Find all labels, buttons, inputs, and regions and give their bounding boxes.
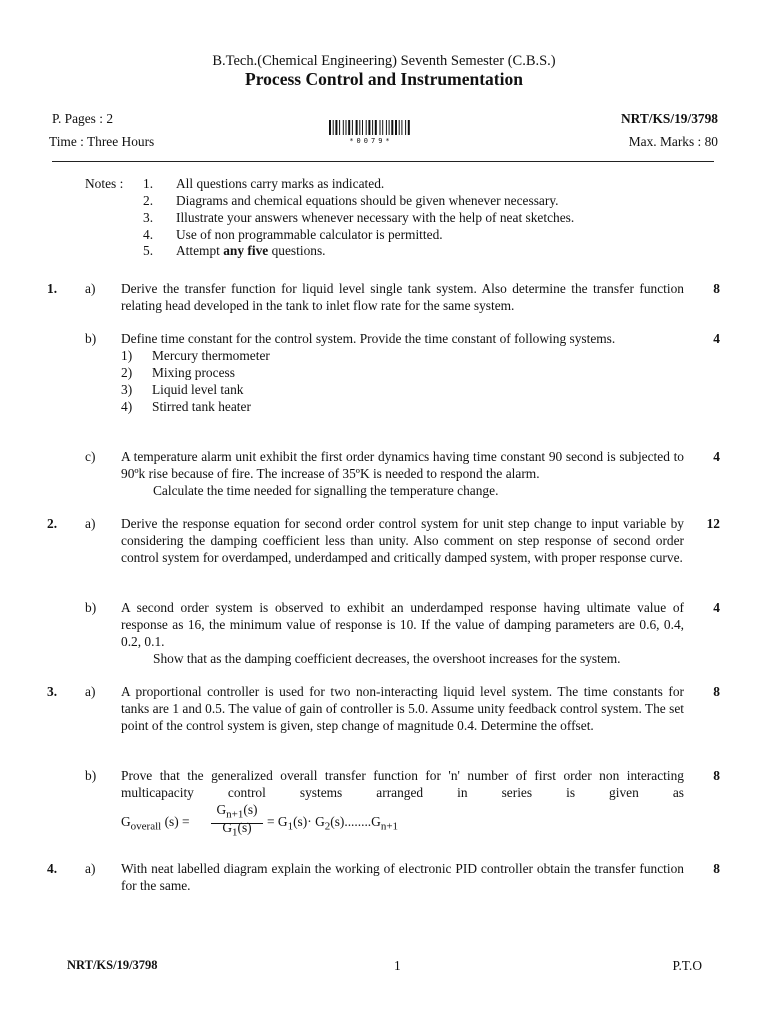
subquestion-label: a) — [85, 861, 96, 876]
question-marks: 4 — [713, 331, 720, 346]
paper-code: NRT/KS/19/3798 — [621, 111, 718, 126]
question-instruction: Show that as the damping coefficient decreases, the overshoot increases for the system. — [153, 651, 621, 666]
question-marks: 8 — [713, 684, 720, 699]
max-marks: Max. Marks : 80 — [628, 134, 718, 149]
question-text — [121, 330, 684, 415]
please-turn-over: P.T.O — [672, 958, 702, 973]
note-text: Attempt any five questions. — [176, 243, 326, 258]
question-text: Derive the response equation for second order control system for unit step change to input variable by considering the damping coefficient less than unity. Also comment on step response of second order control system for overdamped, underdamped and critically damped system, with proper response curve. — [121, 516, 684, 565]
header-divider — [52, 161, 714, 162]
subquestion-label: a) — [85, 516, 96, 531]
formula-rhs: = $G_1(s)\cdot G_2(s)........G_{n+1}$ — [267, 814, 399, 833]
question-body: A second order system is observed to exhibit an underdamped response having ultimate value of response as 16, the minimum value of response is 10. If the value of damping parameters are 0.6, 0.4, 0.2, 0.1. — [121, 600, 684, 649]
subquestion-label: a) — [85, 281, 96, 296]
question-text: A proportional controller is used for two non-interacting liquid level system. The time constants for tanks are 1 and 0.5. The value of gain of controller is 5.0. Assume unity feedback control system. The set point of the control system is given, step change of magnitude 0.4. Determine the offset. — [121, 684, 684, 733]
question-text: With neat labelled diagram explain the working of electronic PID controller obtain the transfer function for the same. — [121, 861, 684, 893]
list-item: 4) Stirred tank heater — [121, 399, 251, 414]
question-marks: 8 — [713, 768, 720, 783]
question-marks: 12 — [706, 516, 720, 531]
barcode — [329, 120, 413, 135]
exam-subtitle: B.Tech.(Chemical Engineering) Seventh Semester (C.B.S.) — [212, 53, 556, 69]
formula-numerator: $G_{n+1}(s)$ — [211, 802, 263, 824]
note-number: 4. — [143, 227, 154, 242]
question-body: Define time constant for the control system. Provide the time constant of following systems. — [121, 331, 616, 346]
transfer-function-formula — [121, 802, 721, 842]
question-number: 1. — [47, 281, 58, 296]
list-item: 2) Mixing process — [121, 365, 235, 380]
note-number: 2. — [143, 193, 154, 208]
question-instruction: Calculate the time needed for signalling the temperature change. — [153, 483, 499, 498]
page-number: 1 — [394, 958, 401, 973]
note-number: 1. — [143, 176, 154, 191]
question-text — [121, 599, 684, 667]
note-emphasis: any five — [223, 243, 269, 258]
question-marks: 8 — [713, 861, 720, 876]
note-text: Diagrams and chemical equations should be given whenever necessary. — [176, 193, 559, 208]
note-text: Illustrate your answers whenever necessary with the help of neat sketches. — [176, 210, 575, 225]
notes-label: Notes : — [85, 176, 124, 191]
exam-duration: Time : Three Hours — [49, 134, 155, 149]
question-number: 2. — [47, 516, 58, 531]
barcode-text: *0079* — [349, 137, 393, 145]
list-item: 3) Liquid level tank — [121, 382, 244, 397]
subquestion-label: c) — [85, 449, 96, 464]
subquestion-label: b) — [85, 331, 97, 346]
question-text: Derive the transfer function for liquid level single tank system. Also determine the transfer function relating head developed in the tank to inlet flow rate for the same system. — [121, 281, 684, 313]
question-text — [121, 448, 684, 499]
question-marks: 4 — [713, 449, 720, 464]
question-number: 4. — [47, 861, 58, 876]
page-count: P. Pages : 2 — [52, 111, 114, 126]
formula-denominator: $G_1(s)$ — [222, 820, 252, 839]
exam-title: Process Control and Instrumentation — [245, 69, 523, 89]
subquestion-label: b) — [85, 768, 97, 783]
subquestion-label: b) — [85, 600, 97, 615]
note-number: 5. — [143, 243, 154, 258]
question-text: Prove that the generalized overall transfer function for 'n' number of first order non interacting multicapacity control systems arranged in series is given as — [121, 768, 684, 800]
note-text: All questions carry marks as indicated. — [176, 176, 385, 191]
question-marks: 8 — [713, 281, 720, 296]
question-body: A temperature alarm unit exhibit the first order dynamics having time constant 90 second is subjected to 90ºk rise because of fire. The increase of 35ºK is needed to respond the alarm. — [121, 449, 684, 481]
note-number: 3. — [143, 210, 154, 225]
question-marks: 4 — [713, 600, 720, 615]
footer-paper-code: NRT/KS/19/3798 — [67, 958, 158, 972]
formula-lhs: $G_{overall}$ (s) = — [121, 814, 190, 833]
note-text: Use of non programmable calculator is permitted. — [176, 227, 443, 242]
question-number: 3. — [47, 684, 58, 699]
list-item: 1) Mercury thermometer — [121, 348, 270, 363]
subquestion-label: a) — [85, 684, 96, 699]
